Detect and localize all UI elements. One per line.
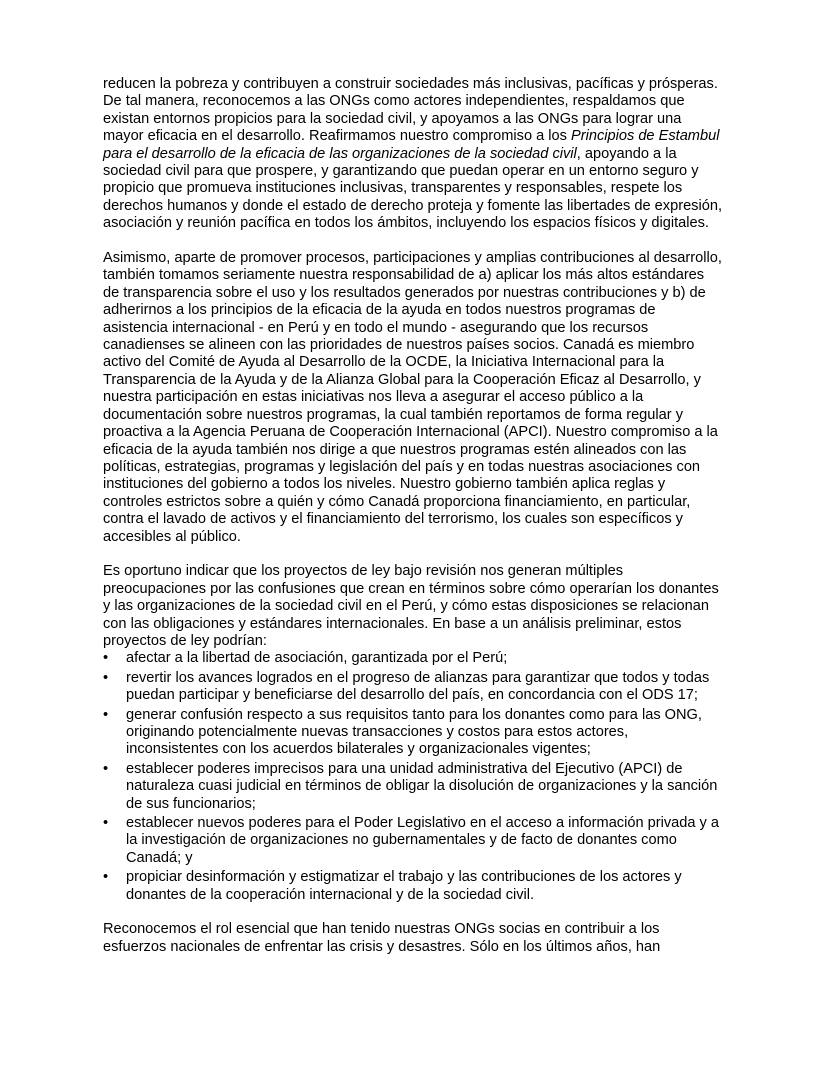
list-item (103, 869, 723, 904)
paragraph-concerns: Es oportuno indicar que los proyectos de ley bajo revisión nos generan múltiples preocupaciones por las confusiones que crean en términos sobre cómo operarían los donantes y las organizaciones de la sociedad civil en el Perú, y cómo estas disposiciones se relacionan con las obligaciones y estándares internacionales. En base a un análisis preliminar, estos proyectos de ley podrían: (103, 563, 719, 649)
paragraph-text: reducen la pobreza y contribuyen a construir sociedades más inclusivas, pacíficas y prósperas. De tal manera, reconocemos a las ONGs como actores independientes, respaldamos que existan entornos propicios para la sociedad civil, y apoyamos a las ONGs para lograr una mayor eficacia en el desarrollo. Reafirmamos nuestro compromiso a los (103, 76, 718, 145)
list-item (103, 761, 723, 813)
list-item-text: establecer poderes imprecisos para una unidad administrativa del Ejecutivo (APCI) de naturaleza cuasi judicial en términos de obligar la disolución de organizaciones y la sanción de sus funcionarios; (126, 760, 718, 812)
list-item (103, 670, 723, 705)
list-item-text: generar confusión respecto a sus requisitos tanto para los donantes como para las ONG, originando potencialmente nuevas transacciones y costos para estos actores, inconsistentes con los acuerdos bilaterales y organizacionales vigentes; (126, 706, 702, 758)
concerns-list (103, 650, 723, 904)
list-item-text: establecer nuevos poderes para el Poder Legislativo en el acceso a información privada y a la investigación de organizaciones no gubernamentales y de facto de donantes como Canadá; y (126, 815, 720, 866)
paragraph-ngo-role: Reconocemos el rol esencial que han tenido nuestras ONGs socias en contribuir a los esfuerzos nacionales de enfrentar las crisis y desastres. Sólo en los últimos años, han (103, 921, 661, 955)
document-page (103, 76, 723, 956)
bullet-icon: • (103, 815, 109, 832)
paragraph-ngo-support (103, 76, 723, 233)
list-item (103, 815, 723, 867)
istanbul-principles-title: Principios de Estambul para el desarrollo de la eficacia de las organizaciones de la sociedad civil (103, 128, 720, 162)
bullet-icon: • (103, 650, 109, 667)
bullet-icon: • (103, 706, 109, 723)
bullet-icon: • (103, 869, 109, 886)
bullet-icon: • (103, 760, 109, 777)
bullet-icon: • (103, 669, 109, 686)
paragraph-transparency: Asimismo, aparte de promover procesos, participaciones y amplias contribuciones al desarrollo, también tomamos seriamente nuestra responsabilidad de a) aplicar los más altos estándares de transparencia sobre el uso y los resultados generados por nuestras contribuciones y b) de adherirnos a los principios de la eficacia de la ayuda en todos nuestros programas de asistencia internacional - en Perú y en todo el mundo - asegurando que los recursos canadienses se alineen con las prioridades de nuestros países socios. Canadá es miembro activo del Comité de Ayuda al Desarrollo de la OCDE, la Iniciativa Internacional para la Transparencia de la Ayuda y de la Alianza Global para la Cooperación Eficaz al Desarrollo, y nuestra participación en estas iniciativas nos lleva a asegurar el acceso público a la documentación sobre nuestros programas, la cual también reportamos de forma regular y proactiva a la Agencia Peruana de Cooperación Internacional (APCI). Nuestro compromiso a la eficacia de la ayuda también nos dirige a que nuestros programas estén alineados con las políticas, estrategias, programas y legislación del país y en todas nuestras asociaciones con instituciones del gobierno a todos los niveles. Nuestro gobierno también aplica reglas y controles estrictos sobre a quién y cómo Canadá proporciona financiamiento, en particular, contra el lavado de activos y el financiamiento del terrorismo, los cuales son específicos y accesibles al público. (103, 250, 722, 545)
list-item (103, 650, 723, 667)
paragraph-text: , apoyando a la sociedad civil para que prospere, y garantizando que puedan operar en un entorno seguro y propicio que promueva instituciones inclusivas, transparentes y responsables, respete los derechos humanos y donde el estado de derecho proteja y fomente las libertades de expresión, asociación y reunión pacífica en todos los ámbitos, incluyendo los espacios físicos y digitales. (103, 145, 723, 232)
list-item-text: afectar a la libertad de asociación, garantizada por el Perú; (126, 650, 508, 667)
list-item-text: revertir los avances logrados en el progreso de alianzas para garantizar que todos y todas puedan participar y beneficiarse del desarrollo del país, en concordancia con el ODS 17; (126, 669, 710, 704)
list-item-text: propiciar desinformación y estigmatizar el trabajo y las contribuciones de los actores y donantes de la cooperación internacional y de la sociedad civil. (126, 869, 682, 903)
list-item (103, 707, 723, 759)
